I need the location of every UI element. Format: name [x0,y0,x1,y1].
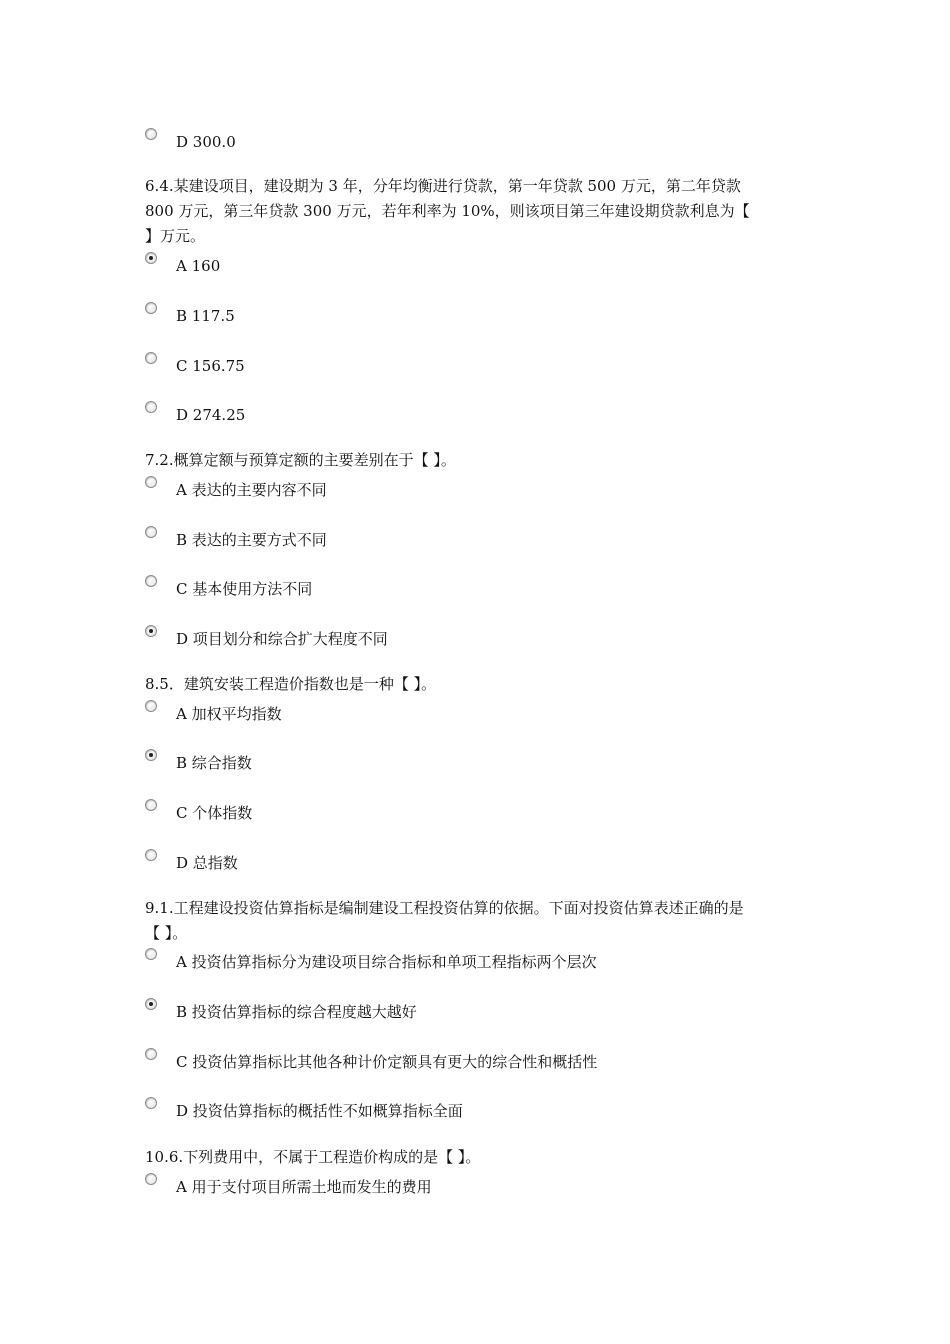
radio-icon[interactable] [145,1097,157,1109]
radio-icon[interactable] [145,302,157,314]
option-label: A 用于支付项目所需土地而发生的费用 [176,1178,432,1196]
radio-icon[interactable] [145,526,157,538]
option-label: C 156.75 [176,357,245,375]
option-label: D 300.0 [176,133,236,151]
option-label: B 117.5 [176,307,235,325]
question-6-4-text-line-3: 】万元。 [145,227,206,245]
option-label: B 投资估算指标的综合程度越大越好 [176,1003,417,1021]
radio-icon[interactable] [145,625,157,637]
radio-icon[interactable] [145,849,157,861]
radio-icon[interactable] [145,252,157,264]
question-6-4-text-line-1: 6.4.某建设项目，建设期为 3 年，分年均衡进行贷款，第一年贷款 500 万元，第二年贷款 [145,177,741,195]
option-label: B 表达的主要方式不同 [176,531,327,549]
question-6-4-text-line-2: 800 万元，第三年贷款 300 万元，若年利率为 10%，则该项目第三年建设期贷款利息为【 [145,202,750,220]
radio-icon[interactable] [145,575,157,587]
option-label: C 投资估算指标比其他各种计价定额具有更大的综合性和概括性 [176,1053,598,1071]
radio-icon[interactable] [145,700,157,712]
radio-icon[interactable] [145,128,157,140]
question-7-2-text: 7.2.概算定额与预算定额的主要差别在于【 】。 [145,451,456,469]
option-label: D 投资估算指标的概括性不如概算指标全面 [176,1102,463,1120]
question-9-1-text-line-2: 【 】。 [145,924,188,942]
radio-icon[interactable] [145,352,157,364]
option-label: A 160 [176,257,221,275]
question-9-1-text-line-1: 9.1.工程建设投资估算指标是编制建设工程投资估算的依据。下面对投资估算表述正确的是 [145,899,744,917]
option-label: A 投资估算指标分为建设项目综合指标和单项工程指标两个层次 [176,953,597,971]
radio-icon[interactable] [145,948,157,960]
radio-icon[interactable] [145,998,157,1010]
radio-icon[interactable] [145,749,157,761]
radio-icon[interactable] [145,1173,157,1185]
option-label: A 加权平均指数 [176,705,282,723]
radio-icon[interactable] [145,476,157,488]
question-8-5-text: 8.5．建筑安装工程造价指数也是一种【 】。 [145,675,437,693]
option-label: D 274.25 [176,406,246,424]
option-label: B 综合指数 [176,754,252,772]
radio-icon[interactable] [145,1048,157,1060]
radio-icon[interactable] [145,401,157,413]
option-label: C 个体指数 [176,804,253,822]
question-10-6-text: 10.6.下列费用中，不属于工程造价构成的是【 】。 [145,1148,481,1166]
option-label: A 表达的主要内容不同 [176,481,327,499]
option-label: C 基本使用方法不同 [176,580,313,598]
radio-icon[interactable] [145,799,157,811]
option-label: D 总指数 [176,854,238,872]
option-label: D 项目划分和综合扩大程度不同 [176,630,388,648]
